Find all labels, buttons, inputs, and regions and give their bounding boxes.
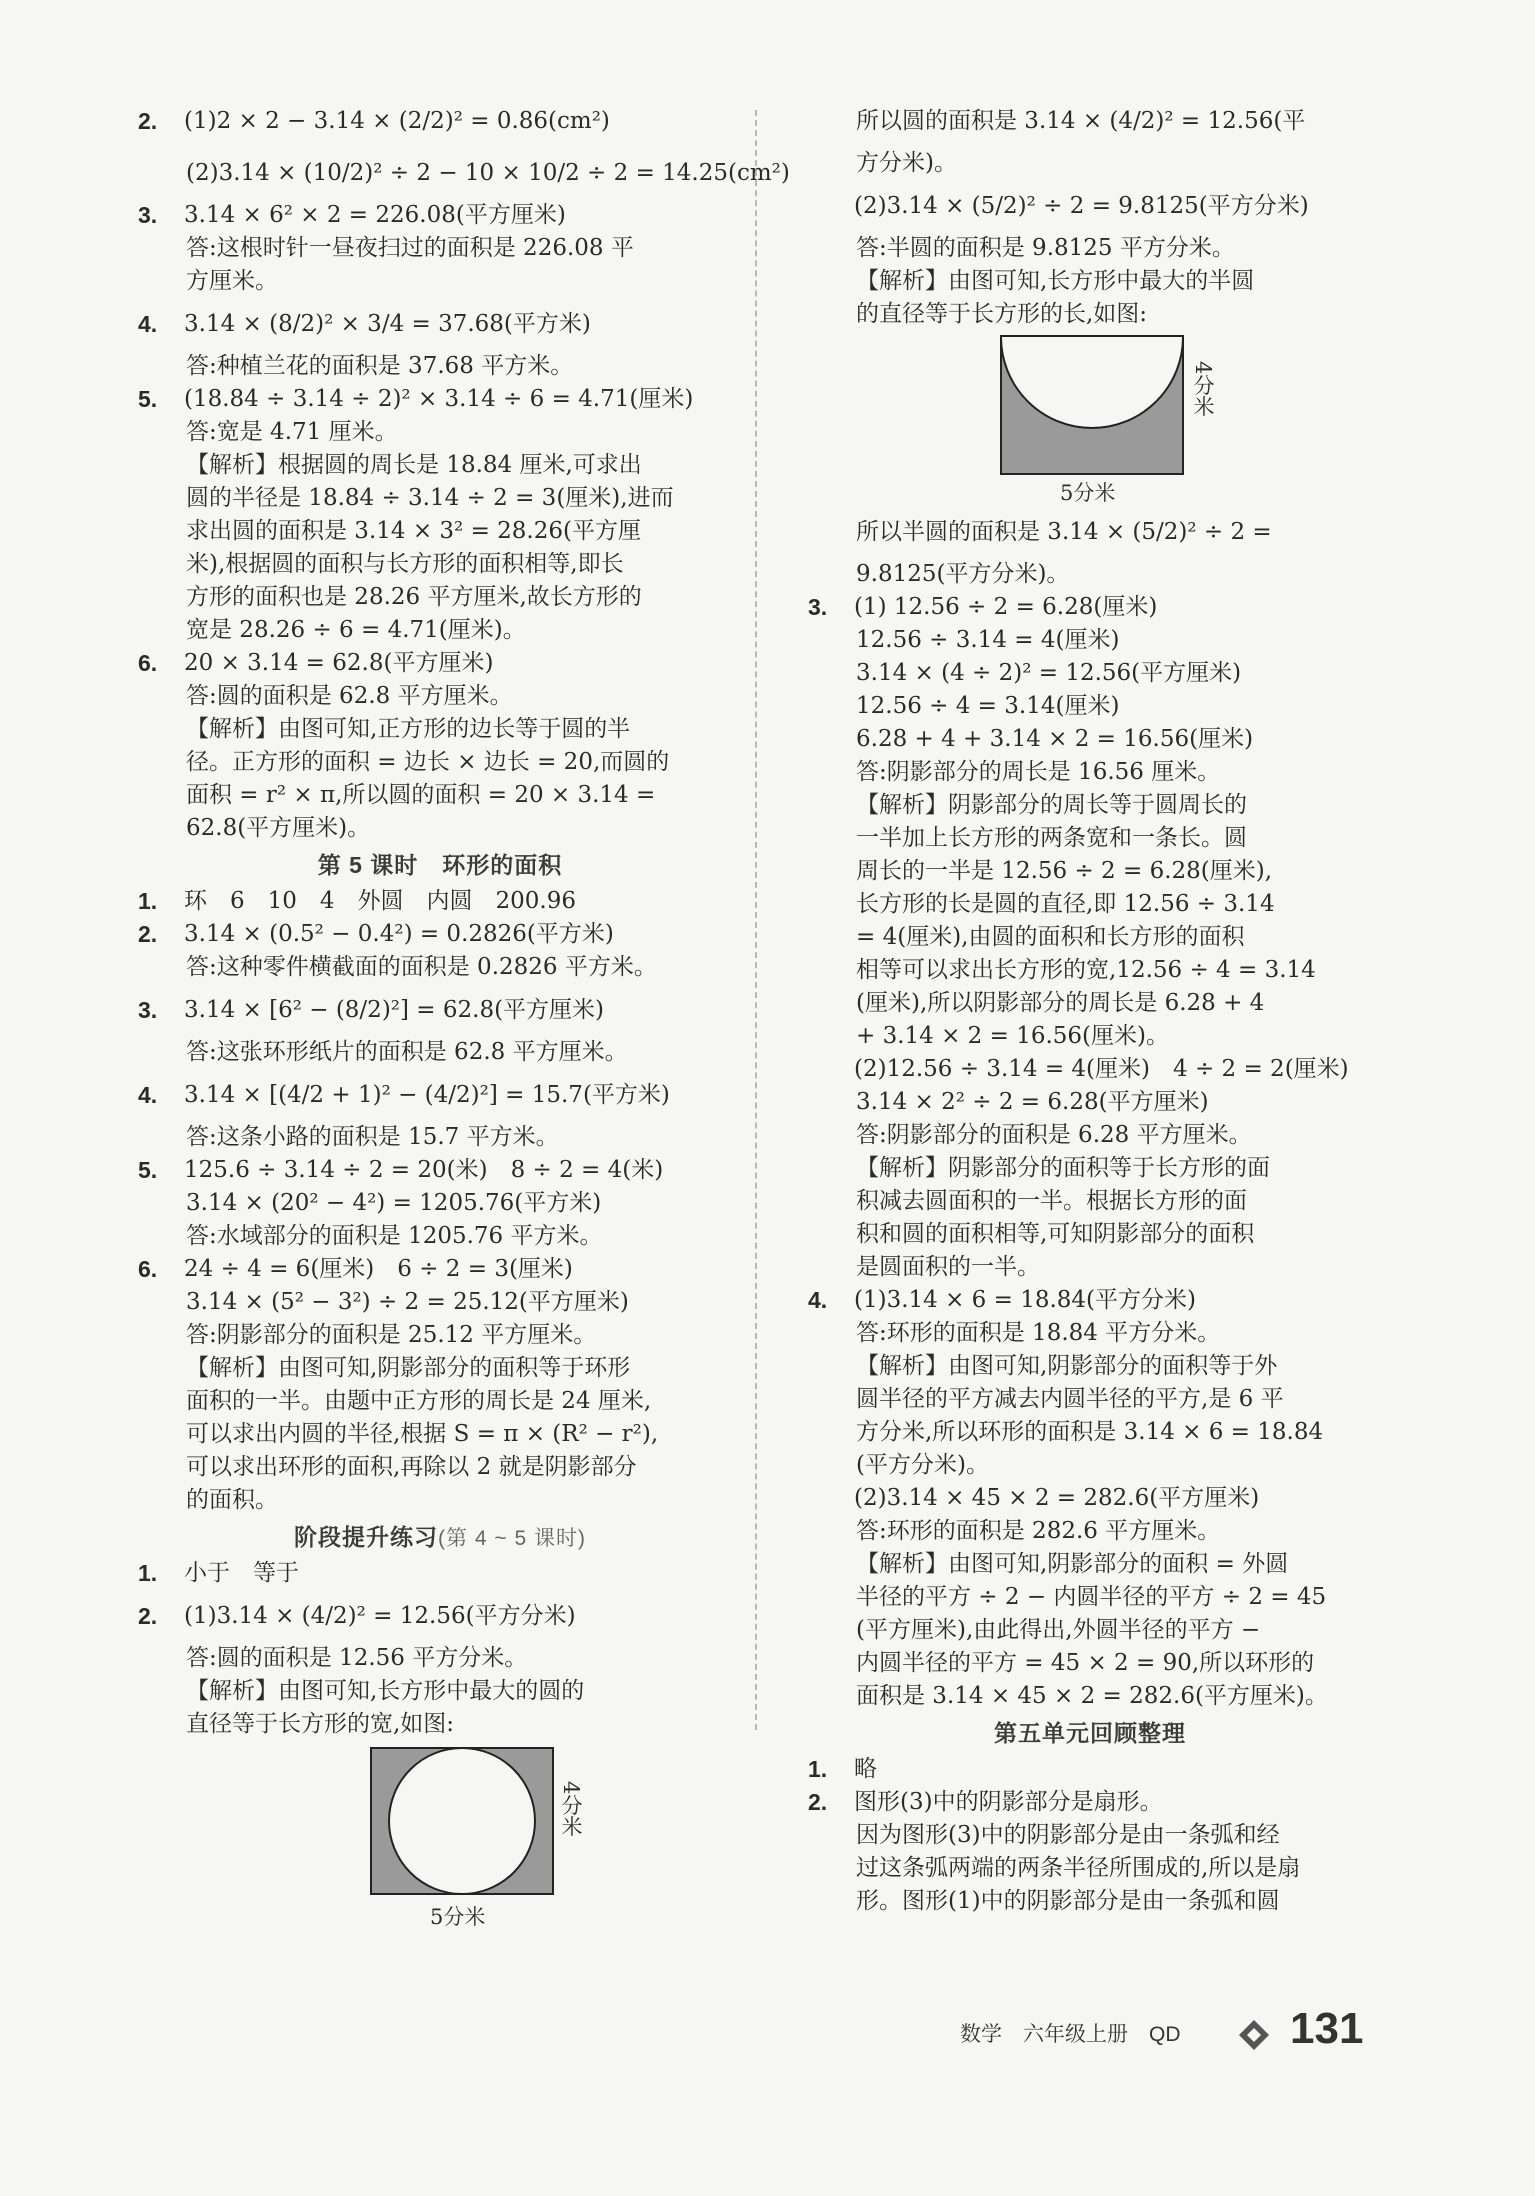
figure-semicircle	[1000, 335, 1184, 429]
line-text: 3.14 × (8/2)² × 3/4 = 37.68(平方米)	[184, 311, 591, 337]
right-lines2-line	[810, 1086, 1370, 1119]
right-lines2-line	[810, 1581, 1370, 1614]
right-lines3-line	[810, 1753, 1370, 1786]
item-number: 2.	[138, 108, 158, 134]
page-number: 131	[1290, 2004, 1364, 2053]
line-text: 答:半圆的面积是 9.8125 平方分米。	[856, 235, 1235, 261]
left-lines-line	[140, 812, 740, 845]
line-text: 【解析】由图可知,长方形中最大的半圆	[856, 268, 1255, 294]
line-text: 答:圆的面积是 62.8 平方厘米。	[186, 683, 513, 709]
left-lines2-line	[140, 1253, 740, 1286]
item-number: 4.	[138, 311, 158, 337]
line-text: 【解析】由图可知,阴影部分的面积 = 外圆	[856, 1551, 1289, 1577]
left-lines2-line	[140, 1451, 740, 1484]
line-text: 可以求出内圆的半径,根据 S = π × (R² − r²),	[186, 1421, 659, 1447]
line-text: (2)12.56 ÷ 3.14 = 4(厘米) 4 ÷ 2 = 2(厘米)	[854, 1056, 1349, 1082]
right-lines2-line	[810, 591, 1370, 624]
footer-subject: 数学 六年级上册 QD	[960, 2023, 1181, 2046]
left-lines2-line	[140, 1187, 740, 1220]
left-lines2-line	[140, 1352, 740, 1385]
line-text: 【解析】由图可知,阴影部分的面积等于外	[856, 1353, 1278, 1379]
line-text: (1)3.14 × (4/2)² = 12.56(平方分米)	[184, 1603, 576, 1629]
right-lines2-line	[810, 1548, 1370, 1581]
line-text: 20 × 3.14 = 62.8(平方厘米)	[184, 650, 494, 676]
left-lines2-line	[140, 1121, 740, 1154]
right-lines2-line	[810, 1185, 1370, 1218]
line-text: 因为图形(3)中的阴影部分是由一条弧和经	[856, 1822, 1280, 1848]
line-text: 形。图形(1)中的阴影部分是由一条弧和圆	[856, 1888, 1280, 1914]
item-number: 2.	[138, 1603, 158, 1629]
section-stage-sub: (第 4 ~ 5 课时)	[438, 1527, 586, 1550]
item-number: 2.	[808, 1789, 828, 1815]
left-lines-line	[140, 482, 740, 515]
right-column	[810, 95, 1370, 1918]
line-text: 面积的一半。由题中正方形的周长是 24 厘米,	[186, 1388, 652, 1414]
line-text: + 3.14 × 2 = 16.56(厘米)。	[856, 1023, 1170, 1049]
line-text: 答:种植兰花的面积是 37.68 平方米。	[186, 353, 574, 379]
right-lines2-line	[810, 1251, 1370, 1284]
right-lines3-line	[810, 1786, 1370, 1819]
left-lines2-line	[140, 1154, 740, 1187]
line-text: 的直径等于长方形的长,如图:	[856, 301, 1148, 327]
left-lines3-line	[140, 1590, 740, 1642]
right-lines2-line	[810, 1647, 1370, 1680]
left-lines2-line	[140, 1036, 740, 1069]
left-lines-line	[140, 581, 740, 614]
line-text: 【解析】阴影部分的面积等于长方形的面	[856, 1155, 1270, 1181]
right-lines2-line	[810, 1284, 1370, 1317]
line-text: 3.14 × (0.5² − 0.4²) = 0.2826(平方米)	[184, 921, 614, 947]
right-lines2-line	[810, 987, 1370, 1020]
line-text: 答:环形的面积是 18.84 平方分米。	[856, 1320, 1221, 1346]
line-text: 半径的平方 ÷ 2 − 内圆半径的平方 ÷ 2 = 45	[856, 1584, 1327, 1610]
line-text: 【解析】阴影部分的周长等于圆周长的	[856, 792, 1247, 818]
line-text: 3.14 × (4 ÷ 2)² = 12.56(平方厘米)	[856, 660, 1242, 686]
line-text: 3.14 × 2² ÷ 2 = 6.28(平方厘米)	[856, 1089, 1209, 1115]
left-lines2-line	[140, 1286, 740, 1319]
left-lines-line	[140, 779, 740, 812]
line-text: (平方分米)。	[856, 1452, 989, 1478]
right-lines2-line	[810, 506, 1370, 558]
line-text: 方形的面积也是 28.26 平方厘米,故长方形的	[186, 584, 642, 610]
line-text: 圆半径的平方减去内圆半径的平方,是 6 平	[856, 1386, 1284, 1412]
line-text: 3.14 × (5² − 3²) ÷ 2 = 25.12(平方厘米)	[186, 1289, 629, 1315]
left-lines-line	[140, 383, 740, 416]
line-text: 答:环形的面积是 282.6 平方厘米。	[856, 1518, 1221, 1544]
left-lines-line	[140, 416, 740, 449]
line-text: 环 6 10 4 外圆 内圆 200.96	[184, 888, 577, 914]
left-lines-line	[140, 199, 740, 232]
figure-semicircle-in-rectangle	[810, 331, 1370, 506]
line-text: 3.14 × 6² × 2 = 226.08(平方厘米)	[184, 202, 566, 228]
left-lines3-line	[140, 1708, 740, 1741]
item-number: 1.	[138, 1560, 158, 1586]
section-title-review: 第五单元回顾整理	[994, 1720, 1186, 1746]
right-lines-line	[810, 180, 1370, 232]
line-text: 面积 = r² × π,所以圆的面积 = 20 × 3.14 =	[186, 782, 656, 808]
right-lines2-line	[810, 1218, 1370, 1251]
left-lines2-line	[140, 951, 740, 984]
line-text: 米),根据圆的面积与长方形的面积相等,即长	[186, 551, 624, 577]
left-lines-line	[140, 614, 740, 647]
left-lines-line	[140, 713, 740, 746]
line-text: 求出圆的面积是 3.14 × 3² = 28.26(平方厘	[186, 518, 641, 544]
right-lines2-line	[810, 723, 1370, 756]
line-text: (1)3.14 × 6 = 18.84(平方分米)	[854, 1287, 1197, 1313]
right-lines2-line	[810, 954, 1370, 987]
right-lines3-line	[810, 1885, 1370, 1918]
left-column	[138, 95, 790, 1931]
item-number: 3.	[808, 594, 828, 620]
left-lines-line	[140, 515, 740, 548]
right-lines2-line	[810, 855, 1370, 888]
right-lines-line	[810, 265, 1370, 298]
line-text: 直径等于长方形的宽,如图:	[186, 1711, 455, 1737]
line-text: 12.56 ÷ 3.14 = 4(厘米)	[856, 627, 1120, 653]
line-text: 方分米)。	[856, 150, 957, 176]
line-text: 径。正方形的面积 = 边长 × 边长 = 20,而圆的	[186, 749, 670, 775]
left-lines2-line	[140, 1069, 740, 1121]
left-lines3-line	[140, 1642, 740, 1675]
line-text: 相等可以求出长方形的宽,12.56 ÷ 4 = 3.14	[856, 957, 1316, 983]
left-lines2-line	[140, 918, 740, 951]
left-lines-line	[140, 350, 740, 383]
item-number: 3.	[138, 997, 158, 1023]
right-lines2-line	[810, 822, 1370, 855]
line-text: 答:宽是 4.71 厘米。	[186, 419, 398, 445]
right-block-3	[810, 1753, 1370, 1918]
line-text: 一半加上长方形的两条宽和一条长。圆	[856, 825, 1247, 851]
line-text: 周长的一半是 12.56 ÷ 2 = 6.28(厘米),	[856, 858, 1273, 884]
left-lines2-line	[140, 1220, 740, 1253]
item-number: 2.	[138, 921, 158, 947]
right-lines2-line	[810, 1020, 1370, 1053]
right-block-2	[810, 506, 1370, 1713]
figure-width-label: 5分米	[430, 1905, 486, 1929]
right-lines2-line	[810, 1317, 1370, 1350]
line-text: 【解析】由图可知,正方形的边长等于圆的半	[186, 716, 631, 742]
line-text: 长方形的长是圆的直径,即 12.56 ÷ 3.14	[856, 891, 1275, 917]
left-block-3	[140, 1557, 740, 1741]
line-text: 3.14 × (20² − 4²) = 1205.76(平方米)	[186, 1190, 602, 1216]
right-lines2-line	[810, 1119, 1370, 1152]
line-text: 小于 等于	[184, 1560, 299, 1586]
left-lines2-line	[140, 1418, 740, 1451]
left-lines3-line	[140, 1675, 740, 1708]
right-lines2-line	[810, 1614, 1370, 1647]
right-lines3-line	[810, 1852, 1370, 1885]
left-lines-line	[140, 298, 740, 350]
line-text: 答:阴影部分的面积是 25.12 平方厘米。	[186, 1322, 597, 1348]
item-number: 4.	[138, 1082, 158, 1108]
line-text: 过这条弧两端的两条半径所围成的,所以是扇	[856, 1855, 1301, 1881]
line-text: 答:这种零件横截面的面积是 0.2826 平方米。	[186, 954, 657, 980]
line-text: 答:这条小路的面积是 15.7 平方米。	[186, 1124, 559, 1150]
left-lines-line	[140, 680, 740, 713]
line-text: 【解析】由图可知,长方形中最大的圆的	[186, 1678, 585, 1704]
item-number: 6.	[138, 650, 158, 676]
item-number: 4.	[808, 1287, 828, 1313]
right-lines2-line	[810, 657, 1370, 690]
line-text: (18.84 ÷ 3.14 ÷ 2)² × 3.14 ÷ 6 = 4.71(厘米)	[184, 386, 694, 412]
figure2-height-label: 4分米	[1191, 361, 1215, 417]
line-text: = 4(厘米),由圆的面积和长方形的面积	[856, 924, 1245, 950]
line-text: 方分米,所以环形的面积是 3.14 × 6 = 18.84	[856, 1419, 1324, 1445]
line-text: 圆的半径是 18.84 ÷ 3.14 ÷ 2 = 3(厘米),进而	[186, 485, 674, 511]
line-text: 答:这根时针一昼夜扫过的面积是 226.08 平	[186, 235, 634, 261]
right-lines2-line	[810, 888, 1370, 921]
section-title-lesson5: 第 5 课时 环形的面积	[317, 852, 563, 878]
left-lines2-line	[140, 984, 740, 1036]
figure2-width-label: 5分米	[1060, 481, 1116, 505]
line-text: 9.8125(平方分米)。	[856, 561, 1070, 587]
line-text: 3.14 × [(4/2 + 1)² − (4/2)²] = 15.7(平方米)	[184, 1082, 670, 1108]
line-text: (2)3.14 × (10/2)² ÷ 2 − 10 × 10/2 ÷ 2 = 14.25(cm²)	[186, 160, 790, 186]
right-block-1	[810, 95, 1370, 331]
line-text: 125.6 ÷ 3.14 ÷ 2 = 20(米) 8 ÷ 2 = 4(米)	[184, 1157, 664, 1183]
item-number: 3.	[138, 202, 158, 228]
left-lines2-line	[140, 885, 740, 918]
right-lines2-line	[810, 624, 1370, 657]
line-text: 积减去圆面积的一半。根据长方形的面	[856, 1188, 1247, 1214]
left-lines-line	[140, 95, 740, 147]
line-text: 答:这张环形纸片的面积是 62.8 平方厘米。	[186, 1039, 628, 1065]
line-text: 答:阴影部分的周长是 16.56 厘米。	[856, 759, 1221, 785]
left-lines-line	[140, 647, 740, 680]
section-stage-main: 阶段提升练习	[294, 1524, 439, 1550]
line-text: (厘米),所以阴影部分的周长是 6.28 + 4	[856, 990, 1265, 1016]
line-text: 24 ÷ 4 = 6(厘米) 6 ÷ 2 = 3(厘米)	[184, 1256, 573, 1282]
item-number: 5.	[138, 386, 158, 412]
section-title-stage	[140, 1517, 740, 1557]
left-lines-line	[140, 449, 740, 482]
left-block-2	[140, 885, 740, 1517]
line-text: 12.56 ÷ 4 = 3.14(厘米)	[856, 693, 1120, 719]
left-lines-line	[140, 147, 790, 199]
right-lines2-line	[810, 1152, 1370, 1185]
figure-circle	[388, 1747, 536, 1895]
left-lines-line	[140, 746, 740, 779]
left-block-1	[138, 95, 790, 845]
right-lines2-line	[810, 1416, 1370, 1449]
line-text: 宽是 28.26 ÷ 6 = 4.71(厘米)。	[186, 617, 526, 643]
right-lines2-line	[810, 1449, 1370, 1482]
line-text: 所以圆的面积是 3.14 × (4/2)² = 12.56(平	[856, 108, 1306, 134]
line-text: 面积是 3.14 × 45 × 2 = 282.6(平方厘米)。	[856, 1683, 1328, 1709]
line-text: (2)3.14 × (5/2)² ÷ 2 = 9.8125(平方分米)	[854, 193, 1309, 219]
right-lines3-line	[810, 1819, 1370, 1852]
line-text: 6.28 + 4 + 3.14 × 2 = 16.56(厘米)	[856, 726, 1254, 752]
figure-rectangle-2	[1000, 335, 1184, 475]
right-lines2-line	[810, 1350, 1370, 1383]
line-text: 62.8(平方厘米)。	[186, 815, 371, 841]
item-number: 1.	[138, 888, 158, 914]
left-lines-line	[140, 265, 740, 298]
item-number: 1.	[808, 1756, 828, 1782]
right-lines2-line	[810, 690, 1370, 723]
line-text: 答:阴影部分的面积是 6.28 平方厘米。	[856, 1122, 1252, 1148]
line-text: 的面积。	[186, 1487, 278, 1513]
right-lines-line	[810, 147, 1370, 180]
item-number: 6.	[138, 1256, 158, 1282]
left-lines-line	[140, 232, 740, 265]
line-text: 所以半圆的面积是 3.14 × (5/2)² ÷ 2 =	[856, 519, 1272, 545]
line-text: 【解析】由图可知,阴影部分的面积等于环形	[186, 1355, 631, 1381]
line-text: 方厘米。	[186, 268, 278, 294]
line-text: 答:圆的面积是 12.56 平方分米。	[186, 1645, 528, 1671]
figure-height-label: 4分米	[559, 1781, 583, 1837]
line-text: 答:水域部分的面积是 1205.76 平方米。	[186, 1223, 603, 1249]
line-text: 内圆半径的平方 = 45 × 2 = 90,所以环形的	[856, 1650, 1315, 1676]
right-lines-line	[810, 232, 1370, 265]
right-lines2-line	[810, 1680, 1370, 1713]
column-divider	[755, 110, 757, 1730]
right-lines2-line	[810, 1383, 1370, 1416]
line-text: (1) 12.56 ÷ 2 = 6.28(厘米)	[854, 594, 1158, 620]
line-text: (1)2 × 2 − 3.14 × (2/2)² = 0.86(cm²)	[184, 108, 610, 134]
line-text: (2)3.14 × 45 × 2 = 282.6(平方厘米)	[854, 1485, 1260, 1511]
line-text: 是圆面积的一半。	[856, 1254, 1040, 1280]
line-text: (平方厘米),由此得出,外圆半径的平方 −	[856, 1617, 1261, 1643]
right-lines-line	[810, 298, 1370, 331]
line-text: 积和圆的面积相等,可知阴影部分的面积	[856, 1221, 1255, 1247]
right-lines2-line	[810, 1482, 1370, 1515]
diamond-logo-icon	[1237, 2018, 1271, 2052]
line-text: 【解析】根据圆的周长是 18.84 厘米,可求出	[186, 452, 642, 478]
left-lines2-line	[140, 1484, 740, 1517]
figure-circle-in-rectangle	[140, 1741, 740, 1931]
line-text: 可以求出环形的面积,再除以 2 就是阴影部分	[186, 1454, 637, 1480]
line-text: 图形(3)中的阴影部分是扇形。	[854, 1789, 1163, 1815]
item-number: 5.	[138, 1157, 158, 1183]
right-lines2-line	[810, 558, 1370, 591]
right-lines2-line	[810, 1053, 1370, 1086]
right-lines2-line	[810, 756, 1370, 789]
right-lines2-line	[810, 921, 1370, 954]
line-text: 略	[854, 1756, 877, 1782]
figure-rectangle	[370, 1747, 554, 1895]
left-lines2-line	[140, 1319, 740, 1352]
right-lines-line	[810, 95, 1370, 147]
left-lines-line	[140, 548, 740, 581]
line-text: 3.14 × [6² − (8/2)²] = 62.8(平方厘米)	[184, 997, 605, 1023]
right-lines2-line	[810, 1515, 1370, 1548]
left-lines3-line	[140, 1557, 740, 1590]
left-lines2-line	[140, 1385, 740, 1418]
right-lines2-line	[810, 789, 1370, 822]
